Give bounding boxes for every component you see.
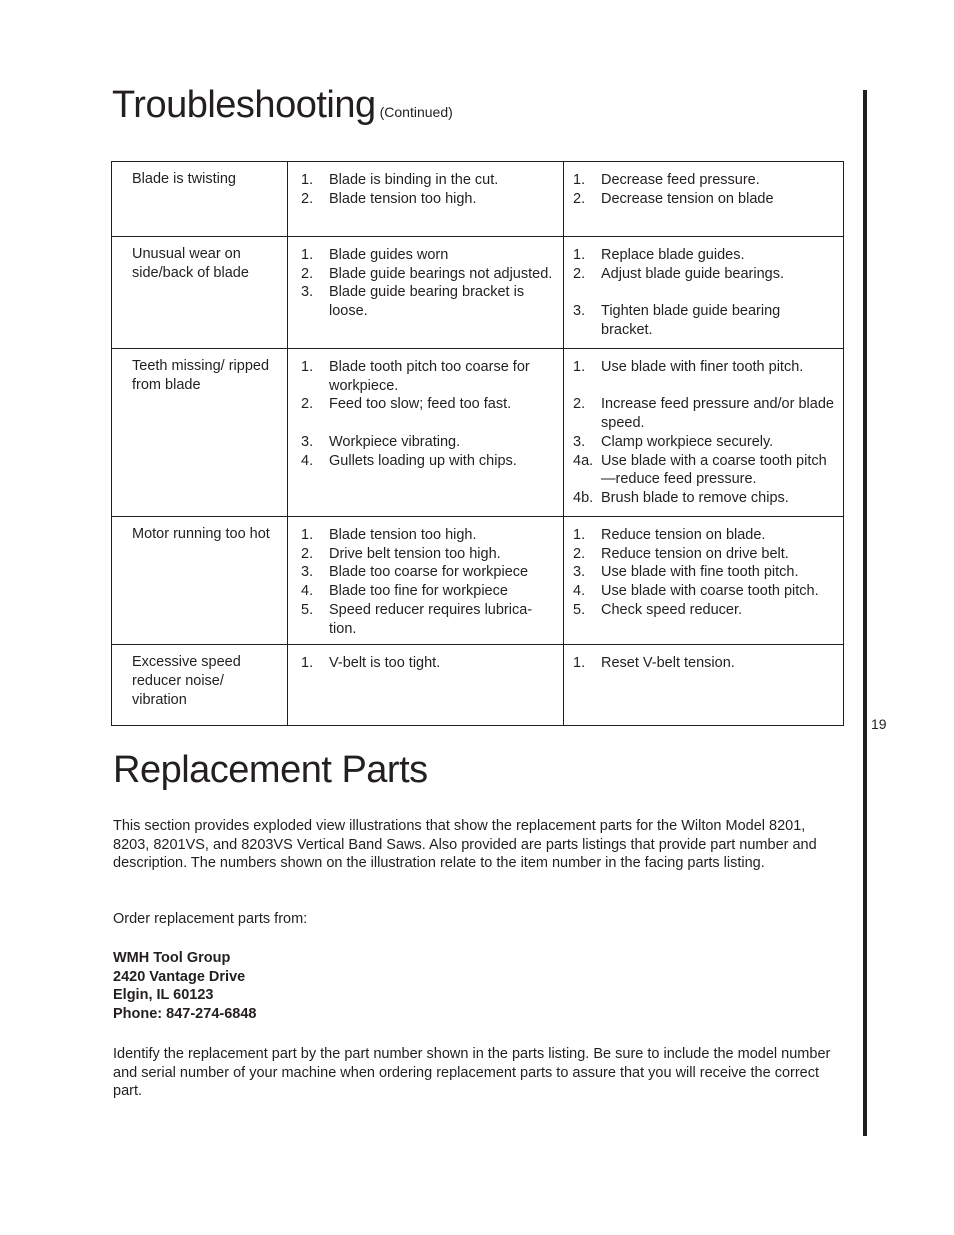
list-item-number: 2. xyxy=(573,545,586,562)
fix-cell xyxy=(564,349,844,517)
fix-list xyxy=(573,654,835,673)
list-item-text: Feed too slow; feed too fast. xyxy=(329,396,512,413)
list-item xyxy=(573,489,835,508)
cause-cell xyxy=(288,349,564,517)
list-item-number: 2. xyxy=(573,265,586,282)
order-from-text: Order replacement parts from: xyxy=(113,911,308,927)
list-item xyxy=(573,171,835,190)
list-item-number: 4. xyxy=(573,583,586,600)
replacement-parts-intro: This section provides exploded view illustrations that show the replacement parts for the Wilton Model 8201, 8203, 8201VS, and 8203VS Vertical Band Saws. Also provided are parts listings that provide part number and description. The numbers shown on the illustration relate to the item number in the facing parts listing. xyxy=(113,818,817,872)
list-item-text: V-belt is too tight. xyxy=(329,655,441,672)
identify-part-text: Identify the replacement part by the part number shown in the parts listing. Be sure to include the model number and serial number of your machine when ordering replacement parts to assure that you will receive the correct part. xyxy=(113,1046,831,1100)
list-item-text: Blade tooth pitch too coarse for workpiece. xyxy=(329,359,530,394)
list-item xyxy=(301,283,555,320)
list-item-text: Blade guides worn xyxy=(329,247,449,263)
list-item-number: 3. xyxy=(573,564,586,581)
list-item-number: 5. xyxy=(573,601,586,618)
list-item xyxy=(301,452,555,471)
list-item xyxy=(301,563,555,582)
list-item-number: 1. xyxy=(301,527,314,543)
list-item xyxy=(301,545,555,564)
list-item-text: Blade guide bearing bracket is loose. xyxy=(329,284,525,320)
list-item-text: Reset V-belt tension. xyxy=(601,655,735,672)
list-item-text: Use blade with coarse tooth pitch. xyxy=(601,583,819,600)
list-item-number: 1. xyxy=(301,247,314,263)
list-item-number: 1. xyxy=(573,655,586,672)
list-item-number: 2. xyxy=(301,545,314,562)
list-item-number: 2. xyxy=(301,396,314,413)
list-item-text: Tighten blade guide bearing bracket. xyxy=(601,303,781,338)
problem-cell: Excessive speed reducer noise/ vibration xyxy=(112,645,288,726)
cause-cell xyxy=(288,645,564,726)
list-item-text: Drive belt tension too high. xyxy=(329,545,501,562)
table-row xyxy=(112,162,844,237)
supplier-address xyxy=(113,949,833,1024)
list-item xyxy=(301,601,555,638)
list-item-number: 3. xyxy=(573,303,586,320)
supplier-phone: Phone: 847-274-6848 xyxy=(113,1006,257,1023)
list-item-text: Decrease tension on blade xyxy=(601,190,774,207)
fix-list xyxy=(573,171,835,208)
problem-cell: Blade is twisting xyxy=(112,162,288,237)
list-item-text: Reduce tension on blade. xyxy=(601,527,766,543)
list-item-text: Decrease feed pressure. xyxy=(601,172,760,188)
list-item xyxy=(573,452,835,489)
list-item-text: Blade too fine for workpiece xyxy=(329,583,508,600)
list-item xyxy=(301,433,555,452)
problem-cell: Unusual wear on side/back of blade xyxy=(112,237,288,349)
list-item-number: 2. xyxy=(573,190,586,207)
list-item xyxy=(301,246,555,265)
troubleshooting-table xyxy=(111,161,844,726)
list-item xyxy=(573,190,835,209)
list-item-number: 4. xyxy=(301,583,314,600)
list-item xyxy=(301,265,555,284)
list-item-number: 2. xyxy=(301,265,314,282)
list-item-number: 4. xyxy=(301,452,314,469)
list-item xyxy=(573,601,835,620)
troubleshooting-subtitle: (Continued) xyxy=(379,104,453,120)
list-item xyxy=(301,358,555,395)
cause-cell xyxy=(288,517,564,645)
list-item xyxy=(573,433,835,452)
list-item-text: Workpiece vibrating. xyxy=(329,433,461,450)
list-item-text: Blade guide bearings not adjusted. xyxy=(329,265,553,282)
cause-cell xyxy=(288,237,564,349)
list-item xyxy=(301,526,555,545)
list-item-text: Gullets loading up with chips. xyxy=(329,452,517,469)
fix-cell xyxy=(564,517,844,645)
list-item-number: 1. xyxy=(573,172,586,188)
list-item-number: 1. xyxy=(573,247,586,263)
troubleshooting-heading xyxy=(112,84,453,127)
problem-cell: Teeth missing/ ripped from blade xyxy=(112,349,288,517)
list-item-text: Speed reducer requires lubrica-tion. xyxy=(329,601,533,637)
list-item-number: 1. xyxy=(573,527,586,543)
list-item xyxy=(573,563,835,582)
list-item-text: Blade tension too high. xyxy=(329,190,477,207)
table-row xyxy=(112,349,844,517)
list-item-text: Use blade with fine tooth pitch. xyxy=(601,564,799,581)
cause-list xyxy=(301,526,555,638)
list-item xyxy=(301,654,555,673)
list-item-number: 5. xyxy=(301,601,314,618)
table-row xyxy=(112,517,844,645)
list-item xyxy=(573,526,835,545)
list-item-text: Blade too coarse for workpiece xyxy=(329,564,529,581)
list-item-number: 1. xyxy=(301,359,314,375)
list-item-text: Clamp workpiece securely. xyxy=(601,433,774,450)
list-item xyxy=(573,246,835,265)
list-item-text: Increase feed pressure and/or blade speed. xyxy=(601,396,834,432)
page-number: 19 xyxy=(871,716,887,732)
list-item-text: Blade is binding in the cut. xyxy=(329,172,499,188)
cause-cell xyxy=(288,162,564,237)
list-item xyxy=(573,395,835,432)
list-item-number: 1. xyxy=(301,172,314,188)
right-margin-rule xyxy=(863,90,867,1136)
fix-list xyxy=(573,358,835,508)
fix-cell xyxy=(564,645,844,726)
list-item xyxy=(301,395,555,414)
table-row xyxy=(112,237,844,349)
list-item xyxy=(301,171,555,190)
problem-cell: Motor running too hot xyxy=(112,517,288,645)
list-item xyxy=(573,654,835,673)
supplier-city: Elgin, IL 60123 xyxy=(113,987,214,1004)
list-item-text: Replace blade guides. xyxy=(601,247,745,263)
supplier-street: 2420 Vantage Drive xyxy=(113,968,246,985)
list-item xyxy=(301,582,555,601)
list-item xyxy=(301,190,555,209)
list-item xyxy=(573,265,835,284)
list-item-text: Use blade with a coarse tooth pitch—reduce feed pressure. xyxy=(601,452,827,488)
cause-list xyxy=(301,654,555,673)
list-item-text: Blade tension too high. xyxy=(329,527,477,543)
list-item-number: 3. xyxy=(301,564,314,581)
fix-list xyxy=(573,526,835,620)
list-item-text: Adjust blade guide bearings. xyxy=(601,265,784,282)
list-item xyxy=(573,302,835,339)
list-item-number: 3. xyxy=(301,284,314,301)
cause-list xyxy=(301,171,555,208)
list-item-number: 4b. xyxy=(573,489,594,506)
list-item-text: Brush blade to remove chips. xyxy=(601,489,789,506)
list-item-text: Reduce tension on drive belt. xyxy=(601,545,789,562)
fix-cell xyxy=(564,237,844,349)
list-item xyxy=(573,582,835,601)
list-item-number: 4a. xyxy=(573,452,594,469)
replacement-parts-title: Replacement Parts xyxy=(113,749,428,791)
cause-list xyxy=(301,246,555,321)
list-item xyxy=(573,545,835,564)
troubleshooting-title: Troubleshooting xyxy=(112,84,376,126)
fix-cell xyxy=(564,162,844,237)
list-item-number: 2. xyxy=(301,190,314,207)
table-row xyxy=(112,645,844,726)
list-item xyxy=(573,358,835,377)
supplier-company: WMH Tool Group xyxy=(113,950,231,966)
list-item-number: 1. xyxy=(573,359,586,375)
list-item-number: 1. xyxy=(301,655,314,672)
list-item-text: Use blade with finer tooth pitch. xyxy=(601,359,804,375)
fix-list xyxy=(573,246,835,340)
list-item-number: 3. xyxy=(573,433,586,450)
list-item-number: 2. xyxy=(573,396,586,413)
cause-list xyxy=(301,358,555,470)
list-item-number: 3. xyxy=(301,433,314,450)
list-item-text: Check speed reducer. xyxy=(601,601,743,618)
